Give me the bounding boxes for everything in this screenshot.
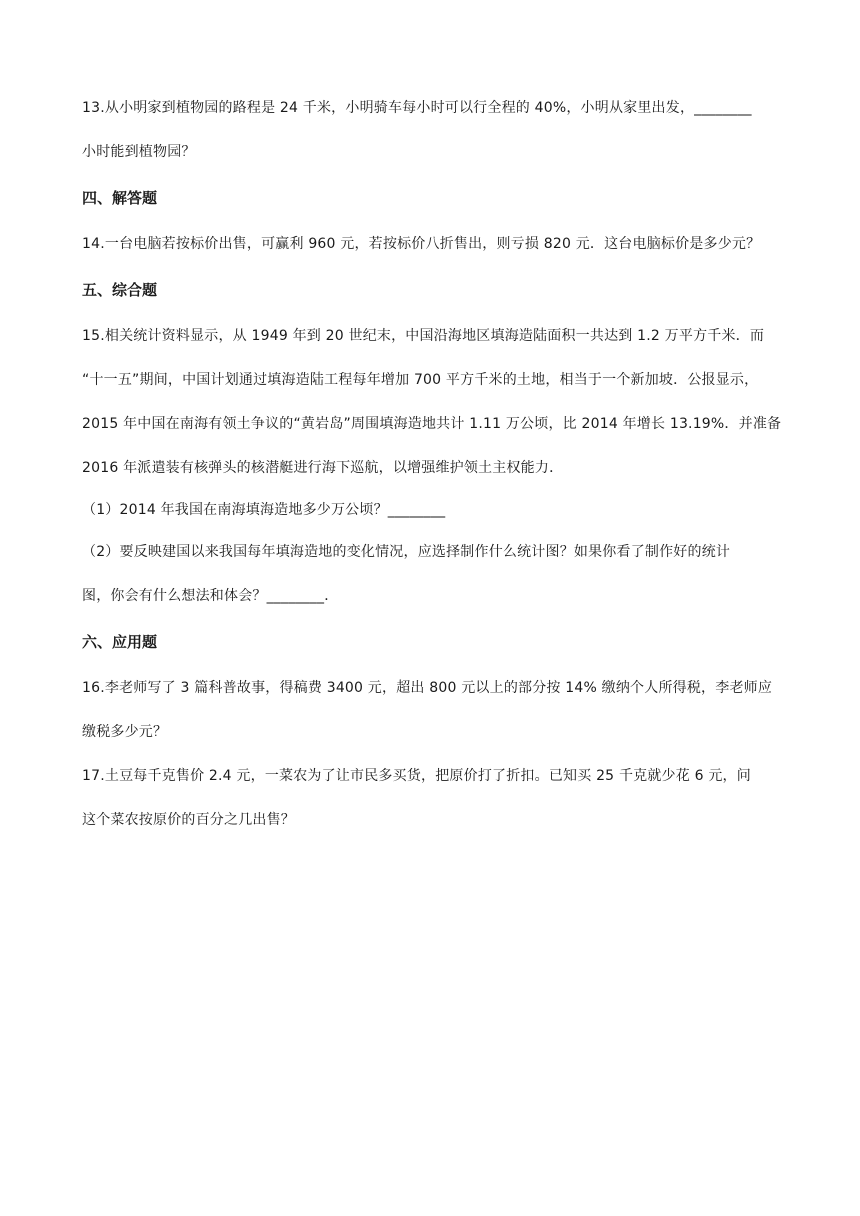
section-heading-4: 四、解答题 bbox=[82, 189, 158, 207]
question-17-line-2: 这个菜农按原价的百分之几出售？ bbox=[82, 812, 295, 828]
question-17-line-1: 17.土豆每千克售价 2.4 元，一菜农为了让市民多买货，把原价打了折扣。已知买 25 千克就少花 6 元，问 bbox=[82, 768, 751, 784]
question-13-line-1: 13.从小明家到植物园的路程是 24 千米，小明骑车每小时可以行全程的 40%，小明从家里出发，________ bbox=[82, 100, 752, 116]
section-heading-5: 五、综合题 bbox=[82, 281, 158, 299]
question-15-line-2: “十一五”期间，中国计划通过填海造陆工程每年增加 700 平方千米的土地，相当于一个新加坡．公报显示， bbox=[82, 372, 759, 388]
question-15-sub-1: （1）2014 年我国在南海填海造地多少万公顷？________ bbox=[82, 502, 446, 518]
question-15-line-4: 2016 年派遣装有核弹头的核潜艇进行海下巡航，以增强维护领土主权能力． bbox=[82, 460, 564, 476]
question-15-line-1: 15.相关统计资料显示，从 1949 年到 20 世纪末，中国沿海地区填海造陆面积一共达到 1.2 万平方千米．而 bbox=[82, 328, 765, 344]
question-15-sub-2-line-2: 图，你会有什么想法和体会？________． bbox=[82, 588, 339, 604]
question-16-line-1: 16.李老师写了 3 篇科普故事，得稿费 3400 元，超出 800 元以上的部分按 14% 缴纳个人所得税，李老师应 bbox=[82, 680, 773, 696]
question-15-sub-2-line-1: （2）要反映建国以来我国每年填海造地的变化情况，应选择制作什么统计图？如果你看了制作好的统计 bbox=[82, 544, 731, 560]
document-body bbox=[82, 94, 782, 844]
question-14-line-1: 14.一台电脑若按标价出售，可赢利 960 元，若按标价八折售出，则亏损 820 元．这台电脑标价是多少元？ bbox=[82, 236, 761, 252]
question-15-line-3: 2015 年中国在南海有领土争议的“黄岩岛”周围填海造地共计 1.11 万公顷，比 2014 年增长 13.19%．并准备 bbox=[82, 416, 782, 432]
question-16-line-2: 缴税多少元？ bbox=[82, 724, 168, 740]
question-13-line-2: 小时能到植物园？ bbox=[82, 144, 196, 160]
section-heading-6: 六、应用题 bbox=[82, 633, 158, 651]
